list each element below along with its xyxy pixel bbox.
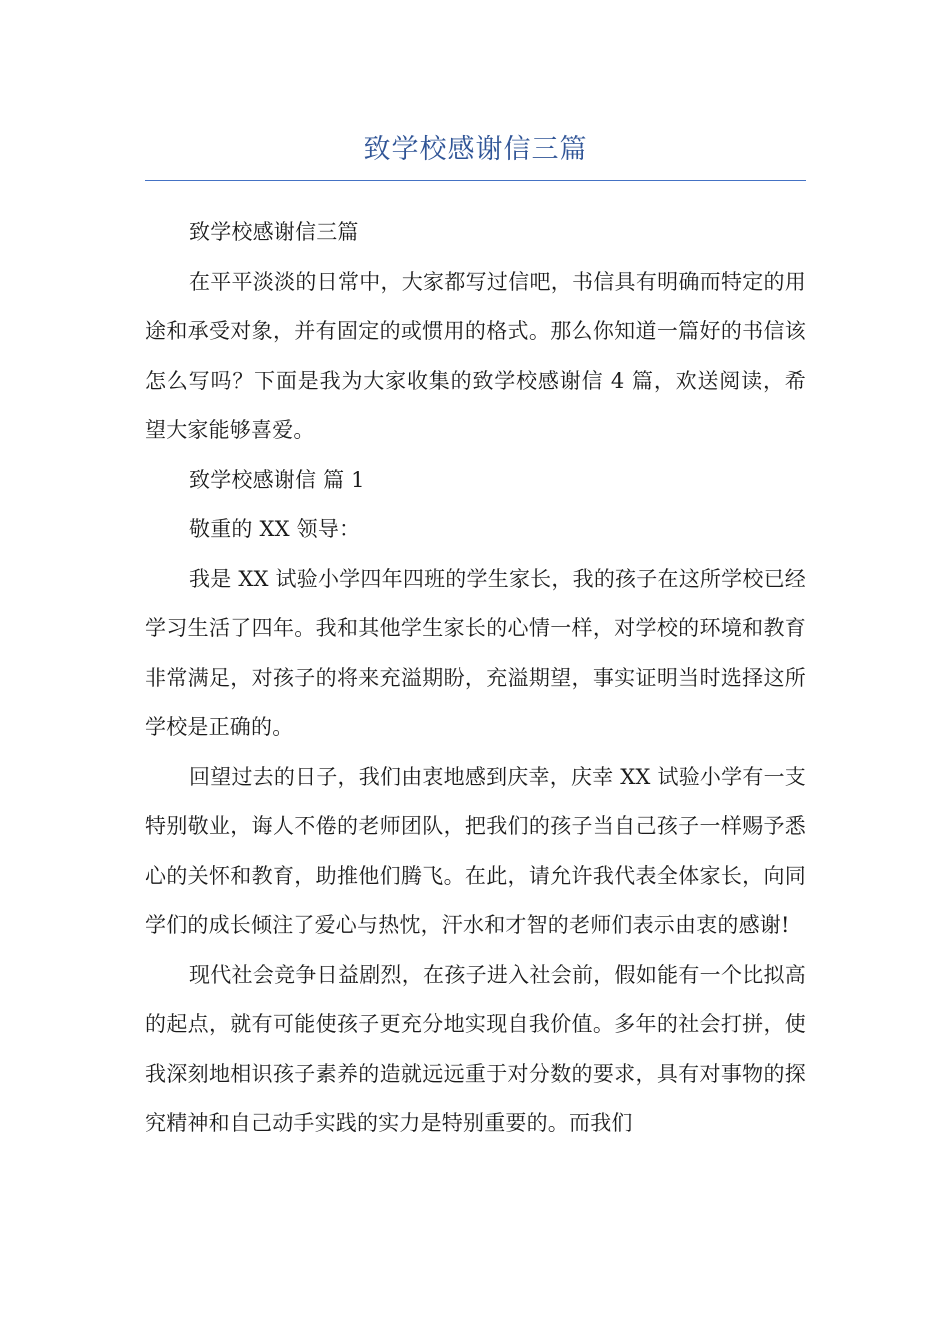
- paragraph: 回望过去的日子，我们由衷地感到庆幸，庆幸 XX 试验小学有一支特别敬业，诲人不倦的老师团队，把我们的孩子当自己孩子一样赐予悉心的关怀和教育，助推他们腾飞。在此，请允许我代表全体家长，向同学们的成长倾注了爱心与热忱，汗水和才智的老师们表示由衷的感谢!: [145, 764, 806, 937]
- title-underline: [145, 180, 806, 181]
- paragraph-intro: 在平平淡淡的日常中，大家都写过信吧，书信具有明确而特定的用途和承受对象，并有固定的或惯用的格式。那么你知道一篇好的书信该怎么写吗？下面是我为大家收集的致学校感谢信 4 篇，欢送阅读，希望大家能够喜爱。: [145, 269, 806, 442]
- section-heading: 致学校感谢信 篇 1: [189, 467, 365, 492]
- paragraph: 现代社会竞争日益剧烈，在孩子进入社会前，假如能有一个比拟高的起点，就有可能使孩子更充分地实现自我价值。多年的社会打拼，使我深刻地相识孩子素养的造就远远重于对分数的要求，具有对事物的探究精神和自己动手实践的实力是特别重要的。而我们: [145, 962, 806, 1135]
- document-title: 致学校感谢信三篇: [363, 134, 588, 165]
- salutation: 敬重的 XX 领导：: [189, 517, 361, 541]
- paragraph: 我是 XX 试验小学四年四班的学生家长，我的孩子在这所学校已经学习生活了四年。我和其他学生家长的心情一样，对学校的环境和教育非常满足，对孩子的将来充溢期盼，充溢期望，事实证明当时选择这所学校是正确的。: [145, 566, 806, 739]
- document-body: [145, 208, 806, 1149]
- paragraph-heading: 致学校感谢信三篇: [189, 220, 359, 244]
